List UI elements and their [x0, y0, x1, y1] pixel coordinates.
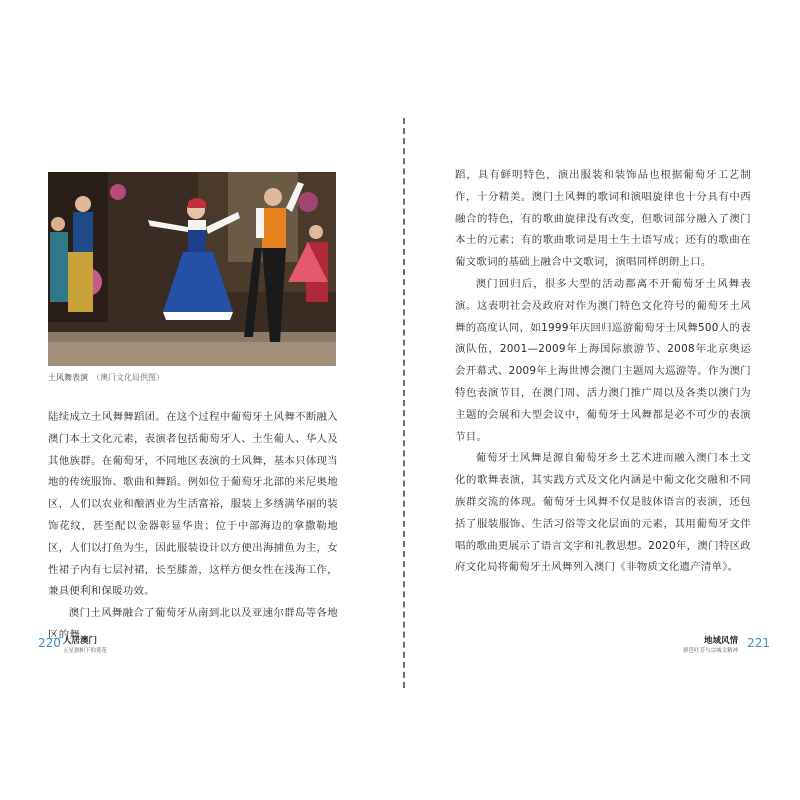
photo-credit: （澳门文化局供图）: [92, 373, 164, 382]
left-page-body: [48, 407, 338, 647]
left-footer-subtitle: 五星旗帜下的莲花: [63, 648, 108, 654]
right-footer-labels: [628, 636, 738, 656]
right-page-body: [455, 165, 751, 579]
right-footer-subtitle: 群芭吐芳与宗城文精神: [682, 648, 738, 654]
right-paragraph-2: 澳门回归后，很多大型的活动都离不开葡萄牙土风舞表演。这表明社会及政府对作为澳门特色文化符号的葡萄牙土风舞的高度认同，如1999年庆回归巡游葡萄牙土风舞500人的表演队伍，2001—2009年上海国际旅游节、2008年北京奥运会开幕式、2009年上海世博会澳门主题周大巡游等。作为澳门特色表演节目，在澳门周、活力澳门推广周以及各类以澳门为主题的会展和大型会议中，葡萄牙土风舞都是必不可少的表演节目。: [455, 277, 751, 443]
left-page-number: 220: [38, 636, 61, 650]
left-paragraph-1: 陆续成立土风舞舞蹈团。在这个过程中葡萄牙土风舞不断融入澳门本土文化元素，表演者包括葡萄牙人、土生葡人、华人及其他族群。在葡萄牙，不同地区表演的土风舞，基本只体现当地的传统服饰、歌曲和舞蹈。例如位于葡萄牙北部的米尼奥地区，人们以农业和酿酒业为生活富裕，服装上多绣满华丽的装饰花纹，甚至配以金器彰显华贵；位于中部海边的拿撒勒地区，人们以打鱼为生，因此服装设计以方便出海捕鱼为主，女性裙子内有七层衬裙，长至膝盖，这样方便女性在浅海工作，兼具便利和保暖功效。: [48, 411, 338, 598]
right-footer-title: 地域风情: [703, 636, 738, 646]
left-footer-labels: [63, 636, 183, 656]
left-footer-title: 人居澳门: [63, 636, 98, 646]
dance-performance-photo: [48, 172, 336, 366]
left-paragraph-2: 澳门土风舞融合了葡萄牙从南到北以及亚速尔群岛等各地区的舞: [48, 607, 338, 641]
right-paragraph-3: 葡萄牙土风舞是源自葡萄牙乡土艺术进而融入澳门本土文化的歌舞表演，其实践方式及文化内涵是中葡文化交融和不同族群交流的体现。葡萄牙土风舞不仅是肢体语言的表演，还包括了服装服饰、生活习俗等文化层面的元素，其用葡萄牙文伴唱的歌曲更展示了语言文字和礼教思想。2020年，澳门特区政府文化局将葡萄牙土风舞列入澳门《非物质文化遗产清单》。: [455, 452, 751, 574]
right-paragraph-1: 蹈，具有鲜明特色，演出服装和装饰品也根据葡萄牙工艺制作，十分精美。澳门土风舞的歌词和演唱旋律也十分具有中西融合的特色，有的歌曲旋律没有改变，但歌词部分融入了澳门本土的元素；有的歌曲歌词是用土生土语写成；还有的歌曲在葡文歌词的基础上融合中文歌词，演唱同样朗朗上口。: [455, 169, 751, 269]
dance-performance-image: [48, 172, 336, 366]
page-gutter-divider: [403, 118, 405, 688]
photo-caption: [48, 372, 348, 383]
photo-caption-text: 土风舞表演: [48, 373, 88, 382]
right-page-number: 221: [747, 636, 770, 650]
